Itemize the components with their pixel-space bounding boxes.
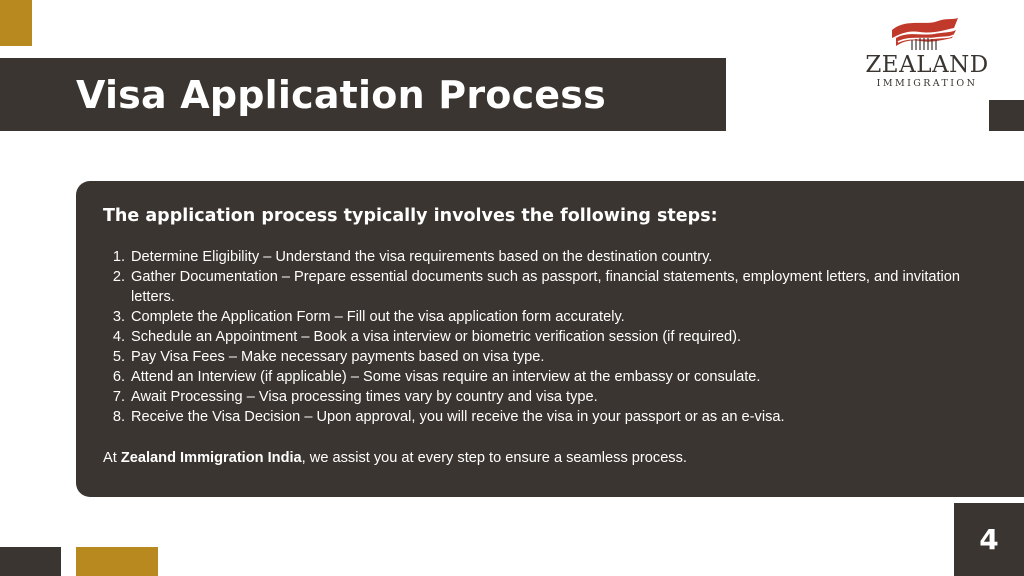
step-text: Await Processing – Visa processing times vary by country and visa type.: [131, 389, 598, 405]
page-number: 4: [954, 503, 1024, 576]
steps-list: [103, 247, 994, 427]
step-number: 7.: [112, 389, 125, 405]
step-text: Pay Visa Fees – Make necessary payments based on visa type.: [131, 349, 545, 365]
process-card: [76, 181, 1024, 497]
step-number: 4.: [112, 329, 125, 345]
company-name: Zealand Immigration India: [120, 450, 302, 466]
list-item: [103, 347, 994, 367]
step-number: 8.: [112, 409, 125, 425]
step-number: 1.: [112, 249, 125, 265]
card-footer: [103, 448, 994, 468]
step-text: Complete the Application Form – Fill out the visa application form accurately.: [131, 309, 625, 325]
list-item: [103, 247, 994, 267]
step-text: Schedule an Appointment – Book a visa interview or biometric verification session (if required).: [131, 329, 741, 345]
footer-suffix: , we assist you at every step to ensure a seamless process.: [301, 450, 687, 466]
company-logo: [862, 14, 992, 94]
logo-name: ZEALAND: [865, 52, 989, 78]
step-text: Determine Eligibility – Understand the visa requirements based on the destination country.: [131, 249, 713, 265]
list-item: [103, 387, 994, 407]
decor-dark-square-right: [989, 100, 1024, 131]
decor-dark-square-bottom-left: [0, 547, 61, 576]
list-item: [103, 267, 994, 307]
logo-tagline: IMMIGRATION: [876, 78, 978, 89]
flag-emblem-icon: [886, 16, 966, 56]
step-number: 3.: [112, 309, 125, 325]
list-item: [103, 367, 994, 387]
decor-gold-square-top-left: [0, 0, 32, 46]
step-number: 6.: [112, 369, 125, 385]
title-bar: [0, 58, 726, 131]
list-item: [103, 307, 994, 327]
list-item: [103, 327, 994, 347]
decor-gold-square-bottom: [76, 547, 158, 576]
card-heading: The application process typically involves the following steps:: [103, 206, 718, 226]
step-text: Receive the Visa Decision – Upon approval, you will receive the visa in your passport or as an e-visa.: [131, 409, 785, 425]
step-text: Gather Documentation – Prepare essential documents such as passport, financial statements, employment letters, and invitation letters.: [131, 269, 961, 305]
step-number: 5.: [112, 349, 125, 365]
slide-title: Visa Application Process: [76, 72, 606, 117]
step-number: 2.: [112, 269, 125, 285]
list-item: [103, 407, 994, 427]
step-text: Attend an Interview (if applicable) – Some visas require an interview at the embassy or consulate.: [131, 369, 761, 385]
footer-prefix: At: [103, 450, 121, 466]
